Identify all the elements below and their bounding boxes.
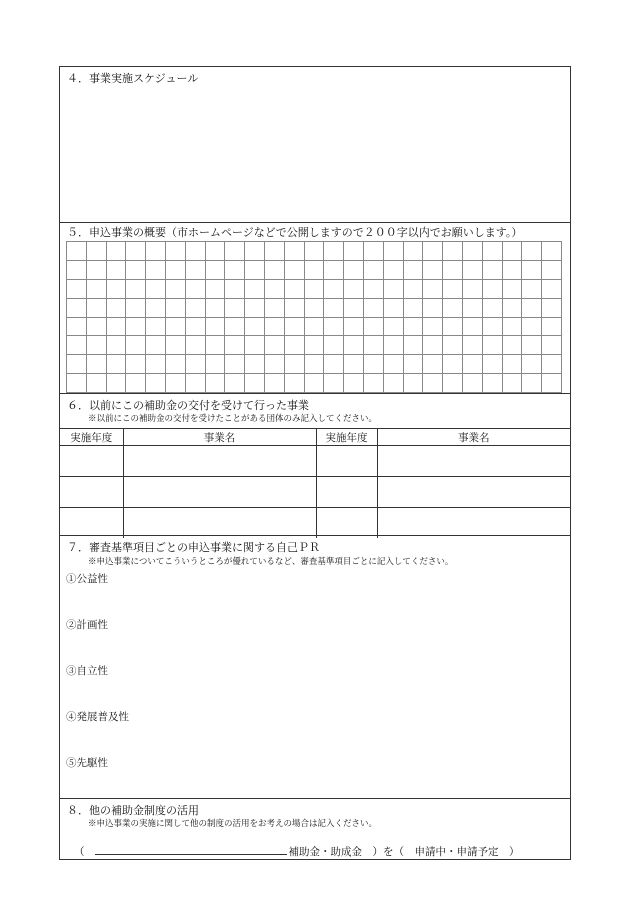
grid-cell[interactable]	[304, 298, 324, 317]
grid-cell[interactable]	[284, 260, 304, 279]
history-title: ６．以前にこの補助金の交付を受けて行った事業	[67, 399, 309, 412]
grid-cell[interactable]	[126, 242, 146, 261]
grid-cell[interactable]	[344, 355, 364, 374]
grid-cell[interactable]	[363, 279, 383, 298]
history-section	[60, 394, 570, 536]
grid-cell[interactable]	[146, 242, 166, 261]
grid-cell[interactable]	[363, 355, 383, 374]
grid-cell[interactable]	[304, 374, 324, 393]
grid-cell[interactable]	[462, 336, 482, 355]
grid-cell[interactable]	[383, 317, 403, 336]
grid-cell[interactable]	[86, 355, 106, 374]
grid-cell[interactable]	[502, 336, 522, 355]
self-pr-title: ７．審査基準項目ごとの申込事業に関する自己ＰＲ	[67, 541, 320, 554]
grid-cell[interactable]	[245, 298, 265, 317]
grid-cell[interactable]	[383, 355, 403, 374]
history-cell[interactable]	[60, 446, 123, 477]
grid-cell[interactable]	[225, 279, 245, 298]
grid-cell[interactable]	[502, 279, 522, 298]
grid-cell[interactable]	[462, 279, 482, 298]
grid-cell[interactable]	[502, 242, 522, 261]
grid-cell[interactable]	[67, 336, 87, 355]
subsidy-text: 補助金・助成金 ）を（ 申請中・申請予定 ）	[288, 846, 520, 858]
grid-cell[interactable]	[344, 298, 364, 317]
grid-cell[interactable]	[344, 242, 364, 261]
grid-cell[interactable]	[245, 374, 265, 393]
grid-cell[interactable]	[284, 336, 304, 355]
grid-cell[interactable]	[284, 242, 304, 261]
history-cell[interactable]	[316, 446, 377, 477]
grid-cell[interactable]	[67, 242, 87, 261]
history-header-year: 実施年度	[316, 429, 377, 446]
grid-cell[interactable]	[86, 242, 106, 261]
grid-cell[interactable]	[106, 242, 126, 261]
grid-cell[interactable]	[443, 242, 463, 261]
grid-cell[interactable]	[304, 279, 324, 298]
grid-cell[interactable]	[185, 260, 205, 279]
grid-cell[interactable]	[205, 336, 225, 355]
grid-cell[interactable]	[383, 336, 403, 355]
grid-cell[interactable]	[146, 317, 166, 336]
grid-cell[interactable]	[383, 279, 403, 298]
grid-cell[interactable]	[67, 355, 87, 374]
grid-cell[interactable]	[165, 242, 185, 261]
grid-cell[interactable]	[363, 260, 383, 279]
grid-cell[interactable]	[106, 279, 126, 298]
grid-cell[interactable]	[67, 279, 87, 298]
grid-cell[interactable]	[542, 355, 562, 374]
history-cell[interactable]	[123, 446, 316, 477]
grid-cell[interactable]	[126, 336, 146, 355]
table-row	[60, 477, 570, 508]
grid-cell[interactable]	[383, 260, 403, 279]
grid-cell[interactable]	[522, 374, 542, 393]
grid-cell[interactable]	[403, 374, 423, 393]
grid-cell[interactable]	[146, 298, 166, 317]
history-cell[interactable]	[377, 508, 570, 539]
grid-cell[interactable]	[403, 317, 423, 336]
history-header-row	[60, 429, 570, 446]
grid-cell[interactable]	[363, 242, 383, 261]
grid-cell[interactable]	[542, 242, 562, 261]
grid-cell[interactable]	[106, 317, 126, 336]
grid-cell[interactable]	[344, 336, 364, 355]
grid-cell[interactable]	[423, 242, 443, 261]
grid-cell[interactable]	[324, 355, 344, 374]
grid-cell[interactable]	[284, 279, 304, 298]
grid-cell[interactable]	[225, 317, 245, 336]
grid-cell[interactable]	[264, 242, 284, 261]
grid-cell[interactable]	[443, 336, 463, 355]
grid-cell[interactable]	[522, 298, 542, 317]
grid-cell[interactable]	[462, 374, 482, 393]
summary-grid[interactable]	[66, 241, 562, 393]
grid-cell[interactable]	[165, 317, 185, 336]
grid-cell[interactable]	[126, 317, 146, 336]
history-note: ※以前にこの補助金の交付を受けたことがある団体のみ記入してください。	[88, 414, 378, 424]
grid-cell[interactable]	[225, 242, 245, 261]
grid-cell[interactable]	[67, 260, 87, 279]
grid-cell[interactable]	[165, 355, 185, 374]
history-cell[interactable]	[377, 477, 570, 508]
grid-cell[interactable]	[245, 355, 265, 374]
grid-cell[interactable]	[423, 355, 443, 374]
grid-cell[interactable]	[264, 298, 284, 317]
grid-cell[interactable]	[522, 242, 542, 261]
grid-cell[interactable]	[304, 317, 324, 336]
grid-cell[interactable]	[324, 242, 344, 261]
grid-cell[interactable]	[165, 374, 185, 393]
grid-cell[interactable]	[264, 260, 284, 279]
grid-cell[interactable]	[245, 260, 265, 279]
grid-cell[interactable]	[482, 317, 502, 336]
pr-item-pioneering[interactable]: ⑤先駆性	[66, 757, 108, 769]
grid-cell[interactable]	[363, 298, 383, 317]
grid-cell[interactable]	[205, 355, 225, 374]
grid-cell[interactable]	[502, 355, 522, 374]
grid-cell[interactable]	[205, 374, 225, 393]
grid-cell[interactable]	[165, 260, 185, 279]
grid-cell[interactable]	[423, 317, 443, 336]
grid-cell[interactable]	[304, 336, 324, 355]
self-pr-section	[60, 536, 570, 799]
grid-cell[interactable]	[245, 317, 265, 336]
grid-cell[interactable]	[284, 298, 304, 317]
grid-cell[interactable]	[344, 374, 364, 393]
grid-cell[interactable]	[67, 374, 87, 393]
grid-cell[interactable]	[165, 279, 185, 298]
grid-cell[interactable]	[542, 374, 562, 393]
grid-cell[interactable]	[106, 298, 126, 317]
grid-cell[interactable]	[324, 374, 344, 393]
summary-title: ５．申込事業の概要（市ホームページなどで公開しますので２００字以内でお願いします。）	[67, 226, 523, 239]
grid-cell[interactable]	[462, 242, 482, 261]
history-table	[60, 428, 570, 538]
grid-cell[interactable]	[502, 298, 522, 317]
grid-cell[interactable]	[522, 317, 542, 336]
grid-cell[interactable]	[462, 260, 482, 279]
grid-cell[interactable]	[185, 242, 205, 261]
grid-cell[interactable]	[185, 279, 205, 298]
grid-cell[interactable]	[443, 374, 463, 393]
grid-cell[interactable]	[482, 242, 502, 261]
subsidy-name-blank[interactable]	[95, 844, 287, 855]
grid-cell[interactable]	[403, 336, 423, 355]
history-cell[interactable]	[60, 508, 123, 539]
grid-cell[interactable]	[264, 279, 284, 298]
grid-cell[interactable]	[344, 317, 364, 336]
grid-cell[interactable]	[443, 298, 463, 317]
grid-cell[interactable]	[403, 298, 423, 317]
grid-cell[interactable]	[423, 260, 443, 279]
grid-cell[interactable]	[126, 298, 146, 317]
grid-cell[interactable]	[126, 355, 146, 374]
grid-cell[interactable]	[542, 260, 562, 279]
grid-cell[interactable]	[462, 298, 482, 317]
grid-cell[interactable]	[522, 260, 542, 279]
grid-cell[interactable]	[205, 298, 225, 317]
grid-cell[interactable]	[423, 298, 443, 317]
history-header-name: 事業名	[123, 429, 316, 446]
grid-cell[interactable]	[146, 374, 166, 393]
history-cell[interactable]	[316, 477, 377, 508]
grid-cell[interactable]	[502, 374, 522, 393]
grid-cell[interactable]	[205, 279, 225, 298]
grid-cell[interactable]	[225, 374, 245, 393]
grid-cell[interactable]	[542, 336, 562, 355]
grid-cell[interactable]	[264, 355, 284, 374]
grid-cell[interactable]	[86, 317, 106, 336]
grid-cell[interactable]	[106, 260, 126, 279]
grid-cell[interactable]	[443, 355, 463, 374]
grid-cell[interactable]	[502, 317, 522, 336]
grid-cell[interactable]	[86, 279, 106, 298]
grid-cell[interactable]	[383, 298, 403, 317]
grid-cell[interactable]	[304, 242, 324, 261]
grid-cell[interactable]	[324, 336, 344, 355]
grid-cell[interactable]	[225, 298, 245, 317]
grid-cell[interactable]	[67, 317, 87, 336]
grid-cell[interactable]	[146, 279, 166, 298]
grid-cell[interactable]	[185, 355, 205, 374]
grid-cell[interactable]	[462, 355, 482, 374]
grid-cell[interactable]	[363, 374, 383, 393]
grid-cell[interactable]	[245, 242, 265, 261]
grid-cell[interactable]	[482, 260, 502, 279]
history-cell[interactable]	[377, 446, 570, 477]
grid-cell[interactable]	[363, 317, 383, 336]
grid-cell[interactable]	[225, 260, 245, 279]
grid-cell[interactable]	[245, 279, 265, 298]
grid-cell[interactable]	[324, 317, 344, 336]
pr-item-independence[interactable]: ③自立性	[66, 665, 108, 677]
grid-cell[interactable]	[482, 298, 502, 317]
grid-cell[interactable]	[324, 298, 344, 317]
grid-cell[interactable]	[86, 336, 106, 355]
grid-cell[interactable]	[205, 260, 225, 279]
application-form	[59, 66, 571, 860]
other-subsidy-note: ※申込事業の実施に関して他の制度の活用をお考えの場合は記入ください。	[88, 819, 378, 829]
grid-cell[interactable]	[522, 279, 542, 298]
grid-cell[interactable]	[443, 279, 463, 298]
grid-cell[interactable]	[304, 355, 324, 374]
grid-cell[interactable]	[205, 317, 225, 336]
grid-cell[interactable]	[185, 298, 205, 317]
grid-cell[interactable]	[225, 336, 245, 355]
pr-item-public-benefit[interactable]: ①公益性	[66, 573, 108, 585]
grid-cell[interactable]	[324, 279, 344, 298]
grid-cell[interactable]	[126, 260, 146, 279]
grid-cell[interactable]	[482, 279, 502, 298]
grid-cell[interactable]	[502, 260, 522, 279]
history-cell[interactable]	[123, 508, 316, 539]
grid-cell[interactable]	[423, 279, 443, 298]
grid-cell[interactable]	[542, 298, 562, 317]
grid-cell[interactable]	[106, 336, 126, 355]
grid-cell[interactable]	[443, 260, 463, 279]
grid-cell[interactable]	[542, 279, 562, 298]
history-cell[interactable]	[123, 477, 316, 508]
grid-cell[interactable]	[67, 298, 87, 317]
grid-cell[interactable]	[284, 355, 304, 374]
grid-cell[interactable]	[205, 242, 225, 261]
grid-cell[interactable]	[344, 279, 364, 298]
pr-item-development[interactable]: ④発展普及性	[66, 711, 129, 723]
grid-cell[interactable]	[146, 355, 166, 374]
summary-section	[60, 223, 570, 394]
grid-cell[interactable]	[146, 336, 166, 355]
other-subsidy-title: ８．他の補助金制度の活用	[67, 804, 199, 817]
history-cell[interactable]	[316, 508, 377, 539]
grid-cell[interactable]	[284, 374, 304, 393]
grid-cell[interactable]	[185, 336, 205, 355]
grid-cell[interactable]	[423, 374, 443, 393]
history-header-name: 事業名	[377, 429, 570, 446]
open-paren: （	[74, 846, 85, 858]
grid-cell[interactable]	[146, 260, 166, 279]
grid-cell[interactable]	[165, 336, 185, 355]
grid-cell[interactable]	[423, 336, 443, 355]
grid-cell[interactable]	[403, 260, 423, 279]
grid-cell[interactable]	[106, 355, 126, 374]
grid-cell[interactable]	[264, 336, 284, 355]
grid-cell[interactable]	[185, 317, 205, 336]
grid-cell[interactable]	[403, 242, 423, 261]
schedule-title: ４．事業実施スケジュール	[67, 72, 199, 85]
grid-cell[interactable]	[264, 317, 284, 336]
grid-cell[interactable]	[86, 298, 106, 317]
history-header-year: 実施年度	[60, 429, 123, 446]
history-cell[interactable]	[60, 477, 123, 508]
grid-cell[interactable]	[482, 374, 502, 393]
grid-cell[interactable]	[383, 374, 403, 393]
grid-cell[interactable]	[403, 279, 423, 298]
grid-cell[interactable]	[86, 260, 106, 279]
grid-cell[interactable]	[126, 279, 146, 298]
grid-cell[interactable]	[245, 336, 265, 355]
grid-cell[interactable]	[86, 374, 106, 393]
grid-cell[interactable]	[344, 260, 364, 279]
grid-cell[interactable]	[403, 355, 423, 374]
grid-cell[interactable]	[542, 317, 562, 336]
table-row	[60, 446, 570, 477]
grid-cell[interactable]	[522, 355, 542, 374]
other-subsidy-section	[60, 799, 570, 859]
grid-cell[interactable]	[284, 317, 304, 336]
grid-cell[interactable]	[324, 260, 344, 279]
grid-cell[interactable]	[482, 355, 502, 374]
grid-cell[interactable]	[482, 336, 502, 355]
grid-cell[interactable]	[126, 374, 146, 393]
grid-cell[interactable]	[443, 317, 463, 336]
subsidy-line	[74, 844, 520, 859]
grid-cell[interactable]	[264, 374, 284, 393]
grid-cell[interactable]	[522, 336, 542, 355]
grid-cell[interactable]	[165, 298, 185, 317]
grid-cell[interactable]	[106, 374, 126, 393]
grid-cell[interactable]	[185, 374, 205, 393]
grid-cell[interactable]	[363, 336, 383, 355]
pr-item-planning[interactable]: ②計画性	[66, 619, 108, 631]
schedule-input-area[interactable]	[60, 85, 570, 222]
self-pr-note: ※申込事業についてこういうところが優れているなど、審査基準項目ごとに記入してください。	[88, 557, 454, 567]
grid-cell[interactable]	[383, 242, 403, 261]
schedule-section	[60, 67, 570, 223]
grid-cell[interactable]	[225, 355, 245, 374]
grid-cell[interactable]	[304, 260, 324, 279]
table-row	[60, 508, 570, 539]
grid-cell[interactable]	[462, 317, 482, 336]
